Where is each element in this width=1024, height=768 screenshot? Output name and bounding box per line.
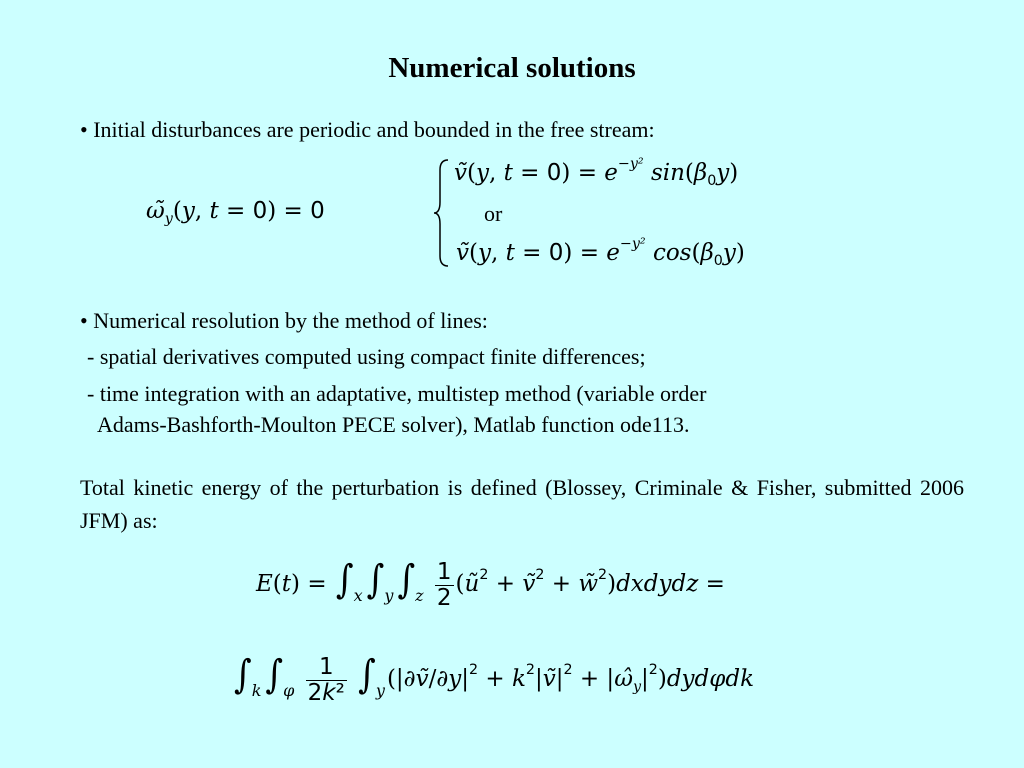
energy-equation-line2: $\int_k$ $\int_\varphi$ $\frac{1}{\text{2k²}}$ $\int_y(|\partial ṽ/\partial y|^2$ + $k^2|ṽ|^2$ + $|\omegâ_y|^2)dyd\varphi dk$ <box>234 652 755 706</box>
sub-item-time-integration: - time integration with an adaptative, multistep method (variable order <box>87 381 707 406</box>
sub-item-spatial: - spatial derivatives computed using compact finite differences; <box>87 344 646 369</box>
v-sin-equation: ṽ(y, $t = 0) = e^{-y^2}$ $\sin(\beta_0y)$ <box>454 155 739 189</box>
sub-item-solver: Adams-Bashforth-Moulton PECE solver), Matlab function ode113. <box>97 412 690 437</box>
energy-definition-paragraph: Total kinetic energy of the perturbation is defined (Blossey, Criminale & Fisher, submitted 2006 JFM) as: <box>80 475 964 533</box>
omega-initial-equation: $\omegã_y(y$, t = 0) = 0 <box>146 198 325 227</box>
bullet-initial-disturbances: • Initial disturbances are periodic and bounded in the free stream: <box>80 117 655 142</box>
slide-title: Numerical solutions <box>388 52 636 84</box>
v-cos-equation: ṽ(y, $t = 0) = e^{-y^2}$ $\cos(\beta_0y)$ <box>456 235 745 269</box>
or-label: or <box>484 201 503 226</box>
energy-equation-line1: $E(t) = \int_x$ $\int_y$ $\int_z$ $\frac{1}{2}$ ($ũ^2$ + ṽ$^2$ + w̃$^2$)dxdydz = <box>256 557 725 611</box>
bullet-method-of-lines: • Numerical resolution by the method of lines: <box>80 308 488 333</box>
left-brace <box>432 158 454 268</box>
